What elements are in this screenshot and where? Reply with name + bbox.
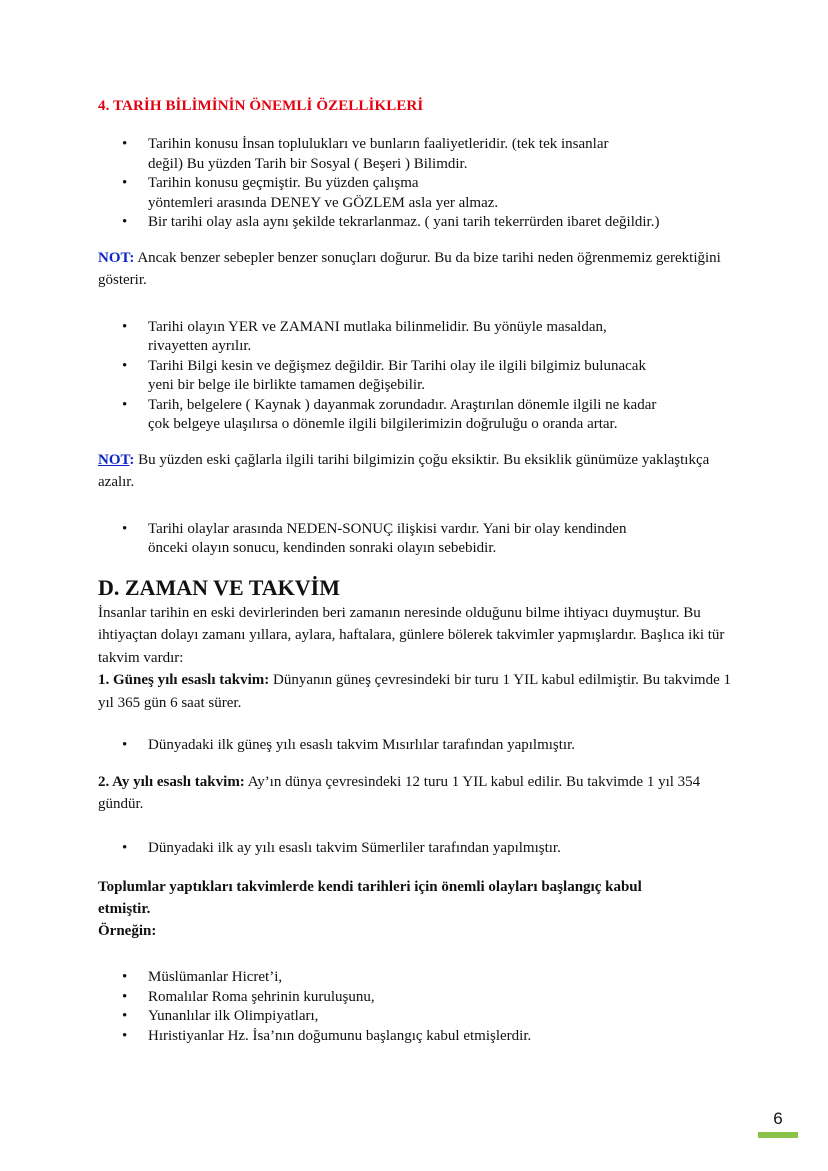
list-item-line: • Tarihi olayın YER ve ZAMANI mutlaka bilinmelidir. Bu yönüyle masaldan, bbox=[148, 318, 607, 335]
lunar-calendar-text: Ay’ın dünya çevresindeki 12 turu 1 YIL kabul edilir. Bu takvimde 1 yıl 354 gündür. bbox=[98, 773, 701, 812]
societies-line: Toplumlar yaptıkları takvimlerde kendi tarihleri için önemli olayları başlangıç kabul bbox=[98, 879, 642, 895]
list-item-line: • Tarihin konusu İnsan toplulukları ve bunların faaliyetleridir. (tek tek insanlar bbox=[148, 136, 609, 152]
page-number-block bbox=[758, 1105, 798, 1138]
solar-calendar-text: Dünyanın güneş çevresindeki bir turu 1 YIL kabul edilmiştir. Bu takvimde 1 yıl 365 gün 6 saat sürer. bbox=[98, 672, 731, 711]
note-2-label: NOT bbox=[98, 451, 130, 468]
list-item: • Romalılar Roma şehrinin kuruluşunu, bbox=[148, 988, 738, 1008]
list-item: • Yunanlılar ilk Olimpiyatları, bbox=[148, 1007, 738, 1027]
example-label: Örneğin: bbox=[98, 923, 157, 939]
list-item-line: önceki olayın sonucu, kendinden sonraki olayın sebebidir. bbox=[148, 540, 497, 556]
societies-line: etmiştir. bbox=[98, 901, 151, 917]
section-d-title: D. ZAMAN VE TAKVİM bbox=[98, 574, 341, 600]
note-1-text: Ancak benzer sebepler benzer sonuçları doğurur. Bu da bize tarihi neden öğrenmemiz gerektiğini gösterir. bbox=[98, 249, 721, 288]
section-4-bullets-1 bbox=[98, 135, 738, 233]
list-item-line: • Tarihi olaylar arasında NEDEN-SONUÇ ilişkisi vardır. Yani bir olay kendinden bbox=[148, 520, 627, 537]
list-item-line: • Tarihin konusu geçmiştir. Bu yüzden çalışma bbox=[148, 175, 419, 191]
document-page bbox=[98, 98, 738, 1046]
list-item bbox=[148, 213, 738, 233]
solar-calendar-paragraph bbox=[98, 669, 738, 714]
list-item bbox=[148, 357, 738, 396]
list-item-line: • Bir tarihi olay asla aynı şekilde tekrarlanmaz. ( yani tarih tekerrürden ibaret değildir.) bbox=[148, 214, 660, 230]
lunar-bullets bbox=[98, 839, 738, 859]
list-item-line: yeni bir belge ile birlikte tamamen değişebilir. bbox=[148, 377, 426, 393]
list-item: • Hıristiyanlar Hz. İsa’nın doğumunu başlangıç kabul etmişlerdir. bbox=[148, 1027, 738, 1047]
list-item-line: yöntemleri arasında DENEY ve GÖZLEM asla yer almaz. bbox=[148, 194, 499, 211]
section-d-intro: İnsanlar tarihin en eski devirlerinden beri zamanın neresinde olduğunu bilme ihtiyacı duymuştur. Bu ihtiyaçtan dolayı zamanı yıllara, aylara, haftalara, günlere bölerek takvimler yapmışlardır. Başlıca iki tür takvim vardır: bbox=[98, 604, 725, 666]
list-item bbox=[148, 520, 738, 559]
list-item: • Dünyadaki ilk güneş yılı esaslı takvim Mısırlılar tarafından yapılmıştır. bbox=[148, 736, 738, 756]
page-number-bar bbox=[758, 1132, 798, 1138]
list-item-line: • Tarihi Bilgi kesin ve değişmez değildir. Bir Tarihi olay ile ilgili bilgimiz bulunacak bbox=[148, 357, 646, 374]
page-number: 6 bbox=[773, 1109, 783, 1128]
solar-bullets bbox=[98, 736, 738, 756]
societies-statement bbox=[98, 876, 738, 942]
list-item-line: değil) Bu yüzden Tarih bir Sosyal ( Beşeri ) Bilimdir. bbox=[148, 155, 468, 172]
note-2-colon: : bbox=[129, 451, 135, 468]
section-4-bullets-2 bbox=[98, 318, 738, 435]
note-2 bbox=[98, 449, 738, 494]
note-1-label: NOT: bbox=[98, 249, 135, 266]
list-item-line: çok belgeye ulaşılırsa o dönemle ilgili bilgilerimizin doğruluğu o oranda artar. bbox=[148, 416, 618, 432]
section-4-title: 4. TARİH BİLİMİNİN ÖNEMLİ ÖZELLİKLERİ bbox=[98, 98, 424, 114]
list-item bbox=[148, 174, 738, 213]
list-item bbox=[148, 318, 738, 357]
note-1 bbox=[98, 247, 738, 292]
list-item bbox=[148, 396, 738, 435]
list-item bbox=[148, 135, 738, 174]
list-item-line: • Tarih, belgelere ( Kaynak ) dayanmak zorundadır. Araştırılan dönemle ilgili ne kadar bbox=[148, 396, 657, 413]
list-item-line: rivayetten ayrılır. bbox=[148, 338, 252, 354]
list-item: • Dünyadaki ilk ay yılı esaslı takvim Sümerliler tarafından yapılmıştır. bbox=[148, 839, 738, 859]
note-2-text: Bu yüzden eski çağlarla ilgili tarihi bilgimizin çoğu eksiktir. Bu eksiklik günümüze yaklaştıkça azalır. bbox=[98, 451, 710, 490]
list-item: • Müslümanlar Hicret’i, bbox=[148, 968, 738, 988]
lunar-calendar-paragraph bbox=[98, 771, 738, 816]
solar-calendar-label: 1. Güneş yılı esaslı takvim: bbox=[98, 672, 270, 688]
example-bullets bbox=[98, 968, 738, 1046]
lunar-calendar-label: 2. Ay yılı esaslı takvim: bbox=[98, 773, 245, 790]
section-4-bullets-3 bbox=[98, 520, 738, 559]
